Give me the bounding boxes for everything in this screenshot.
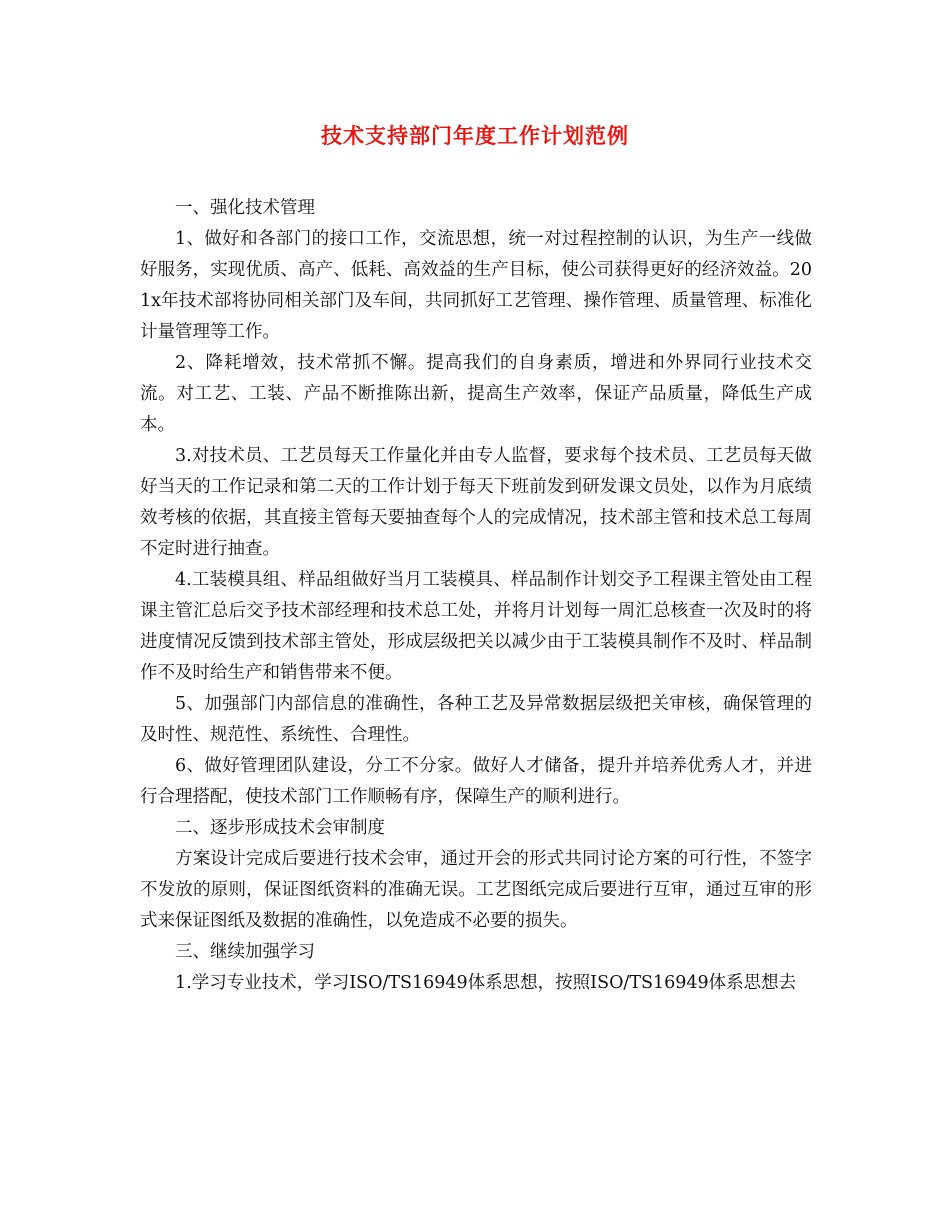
paragraph-item-3: 3.对技术员、工艺员每天工作量化并由专人监督，要求每个技术员、工艺员每天做好当天的工作记录和第二天的工作计划于每天下班前发到研发课文员处，以作为月底绩效考核的依据，其直接主管每天要抽查每个人的完成情况，技术部主管和技术总工每周不定时进行抽查。 bbox=[140, 446, 812, 559]
document-title: 技术支持部门年度工作计划范例 bbox=[321, 123, 629, 148]
section-heading-1: 一、强化技术管理 bbox=[175, 198, 315, 218]
paragraph-item-2: 2、降耗增效，技术常抓不懈。提高我们的自身素质，增进和外界同行业技术交流。对工艺、工装、产品不断推陈出新，提高生产效率，保证产品质量，降低生产成本。 bbox=[140, 353, 812, 435]
paragraph-item-1: 1、做好和各部门的接口工作，交流思想，统一对过程控制的认识，为生产一线做好服务，实现优质、高产、低耗、高效益的生产目标，使公司获得更好的经济效益。201x年技术部将协同相关部门及车间，共同抓好工艺管理、操作管理、质量管理、标准化计量管理等工作。 bbox=[140, 229, 812, 342]
paragraph-item-6: 6、做好管理团队建设，分工不分家。做好人才储备，提升并培养优秀人才，并进行合理搭配，使技术部门工作顺畅有序，保障生产的顺利进行。 bbox=[140, 756, 812, 807]
section-heading-2: 二、逐步形成技术会审制度 bbox=[175, 818, 385, 838]
section-heading-3: 三、继续加强学习 bbox=[175, 942, 315, 962]
paragraph-item-5: 5、加强部门内部信息的准确性，各种工艺及异常数据层级把关审核，确保管理的及时性、规范性、系统性、合理性。 bbox=[140, 694, 812, 745]
paragraph-item-4: 4.工装模具组、样品组做好当月工装模具、样品制作计划交予工程课主管处由工程课主管汇总后交予技术部经理和技术总工处，并将月计划每一周汇总核查一次及时的将进度情况反馈到技术部主管处，形成层级把关以减少由于工装模具制作不及时、样品制作不及时给生产和销售带来不便。 bbox=[140, 570, 812, 683]
paragraph-review-system: 方案设计完成后要进行技术会审，通过开会的形式共同讨论方案的可行性，不签字不发放的原则，保证图纸资料的准确无误。工艺图纸完成后要进行互审，通过互审的形式来保证图纸及数据的准确性，以免造成不必要的损失。 bbox=[140, 849, 812, 931]
document-body bbox=[140, 193, 812, 999]
paragraph-learning-1: 1.学习专业技术，学习ISO/TS16949体系思想，按照ISO/TS16949体系思想去 bbox=[175, 973, 797, 993]
